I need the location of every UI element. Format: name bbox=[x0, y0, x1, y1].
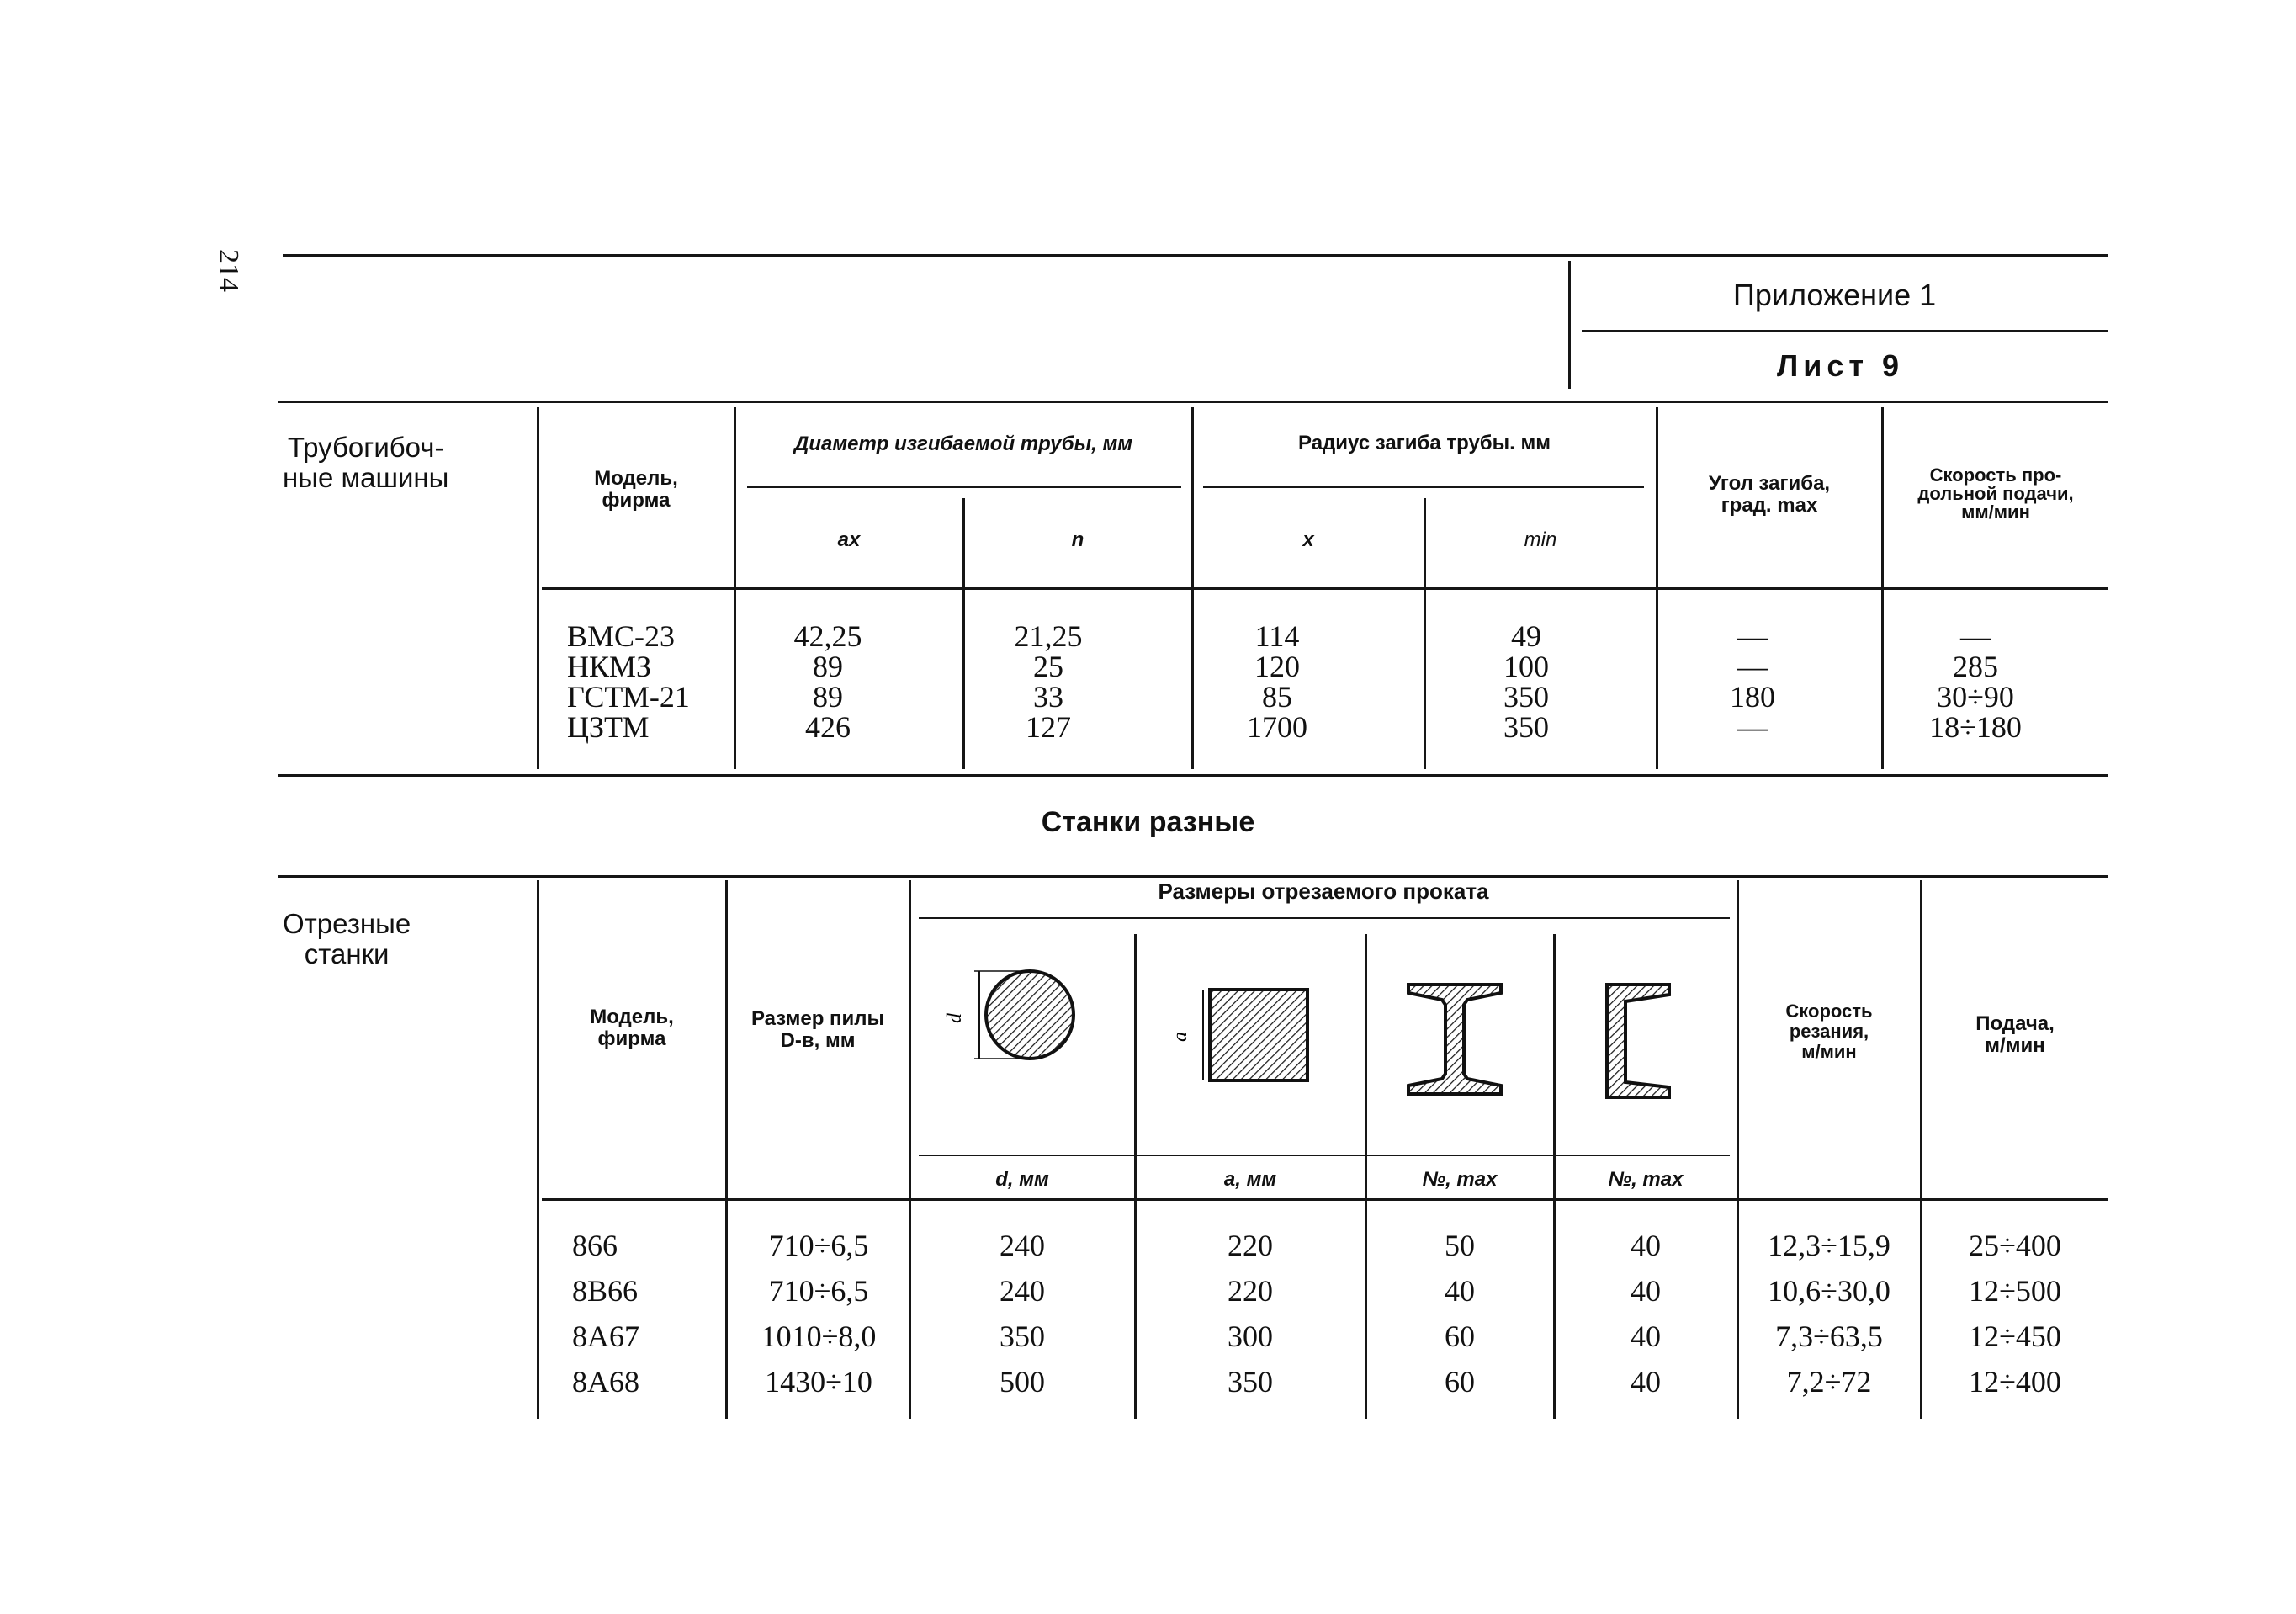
diameter-max-cell: 426 bbox=[805, 710, 851, 744]
channel-number-cell: 40 bbox=[1631, 1274, 1661, 1308]
radius-min-cell: 100 bbox=[1503, 650, 1549, 683]
angle-cell: — bbox=[1737, 650, 1768, 683]
top-rule bbox=[283, 254, 2108, 257]
radius-min-cell: 49 bbox=[1511, 619, 1541, 653]
round-diameter-cell: 350 bbox=[1000, 1319, 1045, 1353]
cutting-speed-cell: 7,2÷72 bbox=[1786, 1365, 1872, 1399]
speed-cell: 18÷180 bbox=[1929, 710, 2022, 744]
diameter-max-cell: 89 bbox=[813, 650, 843, 683]
appendix-rule bbox=[1582, 330, 2108, 332]
square-dimension-label: a bbox=[1169, 1032, 1191, 1042]
round-diameter-cell: 240 bbox=[1000, 1229, 1045, 1262]
t1-vline bbox=[537, 407, 539, 769]
radius-max-cell: 1700 bbox=[1247, 710, 1307, 744]
cutting-speed-cell: 12,3÷15,9 bbox=[1768, 1229, 1890, 1262]
t1-speed-header: Скорость про- дольной подачи, мм/мин bbox=[1917, 465, 2074, 523]
diameter-max-cell: 42,25 bbox=[793, 619, 862, 653]
square-size-cell: 300 bbox=[1228, 1319, 1273, 1353]
round-bar-icon bbox=[910, 934, 1134, 1141]
diameter-max-cell: 89 bbox=[813, 680, 843, 714]
t1-sub-rule bbox=[1203, 486, 1644, 488]
model-cell: 8А67 bbox=[572, 1319, 639, 1353]
t1-diameter-min: n bbox=[1071, 528, 1084, 551]
t1-diameter-header: Диаметр изгибаемой трубы, мм bbox=[794, 433, 1132, 455]
t2-square-unit: a, мм bbox=[1223, 1168, 1277, 1191]
t1-sub-rule bbox=[747, 486, 1181, 488]
t2-profile-header: Размеры отрезаемого проката bbox=[1158, 879, 1489, 904]
ibeam-number-cell: 60 bbox=[1445, 1365, 1475, 1399]
angle-cell: — bbox=[1737, 710, 1768, 744]
model-cell: ВМС-23 bbox=[567, 619, 676, 653]
t2-channel-unit: №, max bbox=[1608, 1168, 1684, 1191]
diameter-min-cell: 21,25 bbox=[1014, 619, 1083, 653]
angle-cell: — bbox=[1737, 619, 1768, 653]
t2-model-header: Модель, фирма bbox=[590, 1006, 674, 1050]
channel-number-cell: 40 bbox=[1631, 1365, 1661, 1399]
round-diameter-cell: 240 bbox=[1000, 1274, 1045, 1308]
saw-size-cell: 1430÷10 bbox=[765, 1365, 872, 1399]
channel-number-cell: 40 bbox=[1631, 1319, 1661, 1353]
t1-model-header: Модель, фирма bbox=[594, 467, 678, 512]
table2-top-rule bbox=[278, 875, 2108, 878]
feed-cell: 12÷400 bbox=[1969, 1365, 2061, 1399]
diameter-min-cell: 33 bbox=[1033, 680, 1063, 714]
channel-icon bbox=[1555, 934, 1737, 1141]
pipe-benders-category: Трубогибоч- ные машины bbox=[283, 432, 449, 493]
cutting-speed-cell: 10,6÷30,0 bbox=[1768, 1274, 1890, 1308]
t2-ibeam-unit: №, max bbox=[1422, 1168, 1498, 1191]
cutting-speed-cell: 7,3÷63,5 bbox=[1775, 1319, 1883, 1353]
angle-cell: 180 bbox=[1730, 680, 1775, 714]
t1-angle-header: Угол загиба, град. max bbox=[1708, 472, 1831, 517]
appendix-title: Приложение 1 bbox=[1733, 278, 1937, 312]
t1-header-bottom-rule bbox=[542, 587, 2108, 590]
t1-radius-max: x bbox=[1302, 528, 1314, 551]
radius-min-cell: 350 bbox=[1503, 710, 1549, 744]
appendix-divider bbox=[1568, 261, 1571, 389]
model-cell: ЦЗТМ bbox=[567, 710, 650, 744]
saw-size-cell: 1010÷8,0 bbox=[761, 1319, 877, 1353]
cutoff-category: Отрезные станки bbox=[283, 908, 411, 969]
round-diameter-cell: 500 bbox=[1000, 1365, 1045, 1399]
t1-diameter-max: ax bbox=[837, 528, 861, 551]
t1-radius-min: min bbox=[1524, 528, 1557, 551]
square-bar-icon bbox=[1136, 934, 1365, 1141]
feed-cell: 12÷450 bbox=[1969, 1319, 2061, 1353]
t2-profile-units-rule bbox=[919, 1155, 1730, 1156]
model-cell: 8А68 bbox=[572, 1365, 639, 1399]
square-size-cell: 220 bbox=[1228, 1229, 1273, 1262]
saw-size-cell: 710÷6,5 bbox=[768, 1229, 869, 1262]
ibeam-number-cell: 50 bbox=[1445, 1229, 1475, 1262]
t2-speed-header: Скорость резания, м/мин bbox=[1785, 1001, 1873, 1062]
feed-cell: 12÷500 bbox=[1969, 1274, 2061, 1308]
t2-header-bottom-rule bbox=[542, 1198, 2108, 1201]
speed-cell: 285 bbox=[1953, 650, 1998, 683]
t2-vline bbox=[725, 880, 728, 1419]
saw-size-cell: 710÷6,5 bbox=[768, 1274, 869, 1308]
radius-max-cell: 85 bbox=[1262, 680, 1292, 714]
t1-radius-header: Радиус загиба трубы. мм bbox=[1298, 432, 1551, 454]
model-cell: 866 bbox=[572, 1229, 618, 1262]
t2-vline bbox=[537, 880, 539, 1419]
square-size-cell: 220 bbox=[1228, 1274, 1273, 1308]
channel-number-cell: 40 bbox=[1631, 1229, 1661, 1262]
page-number: 214 bbox=[213, 249, 244, 292]
sheet-label: Лист 9 bbox=[1777, 348, 1905, 383]
round-dimension-label: d bbox=[944, 1013, 966, 1023]
i-beam-icon bbox=[1366, 934, 1553, 1141]
section-title: Станки разные bbox=[1041, 806, 1255, 838]
t2-feed-header: Подача, м/мин bbox=[1975, 1012, 2055, 1057]
table1-top-rule bbox=[278, 401, 2108, 403]
radius-max-cell: 114 bbox=[1254, 619, 1300, 653]
radius-min-cell: 350 bbox=[1503, 680, 1549, 714]
table1-bottom-rule bbox=[278, 774, 2108, 777]
speed-cell: — bbox=[1960, 619, 1991, 653]
radius-max-cell: 120 bbox=[1254, 650, 1300, 683]
ibeam-number-cell: 60 bbox=[1445, 1319, 1475, 1353]
feed-cell: 25÷400 bbox=[1969, 1229, 2061, 1262]
diameter-min-cell: 127 bbox=[1026, 710, 1071, 744]
t2-sub-rule bbox=[919, 917, 1730, 919]
t2-round-unit: d, мм bbox=[995, 1168, 1049, 1191]
model-cell: 8В66 bbox=[572, 1274, 639, 1308]
model-cell: НКМЗ bbox=[567, 650, 652, 683]
ibeam-number-cell: 40 bbox=[1445, 1274, 1475, 1308]
speed-cell: 30÷90 bbox=[1937, 680, 2014, 714]
t2-saw-header: Размер пилы D-в, мм bbox=[750, 1007, 885, 1052]
diameter-min-cell: 25 bbox=[1033, 650, 1063, 683]
model-cell: ГСТМ-21 bbox=[567, 680, 690, 714]
square-size-cell: 350 bbox=[1228, 1365, 1273, 1399]
